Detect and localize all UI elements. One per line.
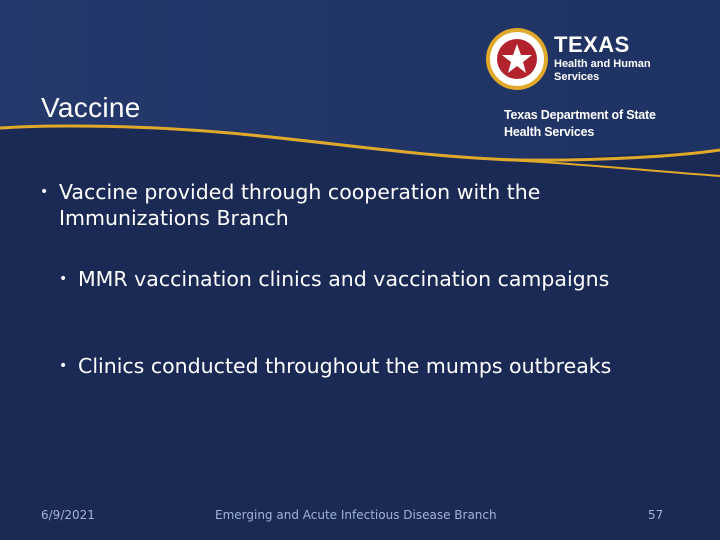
hhs-logo-line2: Services xyxy=(554,71,600,83)
dshs-logo-line1: Texas Department of State xyxy=(504,108,656,122)
texas-star-seal-icon xyxy=(484,26,550,92)
hhs-logo-title: TEXAS xyxy=(554,32,630,57)
bullet-item xyxy=(40,179,659,231)
sub-bullet-item xyxy=(59,353,638,379)
bullet-text: MMR vaccination clinics and vaccination campaigns xyxy=(78,267,610,291)
footer-page-number: 57 xyxy=(648,508,664,522)
footer-date: 6/9/2021 xyxy=(41,508,95,522)
slide-title: Vaccine xyxy=(41,92,141,123)
hhs-logo-line1: Health and Human xyxy=(554,58,651,70)
bullet-text: Clinics conducted throughout the mumps outbreaks xyxy=(78,354,612,378)
bullet-text: Vaccine provided through cooperation with the Immunizations Branch xyxy=(59,180,541,230)
footer-branch: Emerging and Acute Infectious Disease Branch xyxy=(215,508,497,522)
sub-bullet-item xyxy=(59,266,638,292)
bullet-marker: • xyxy=(40,184,49,200)
bullet-marker: • xyxy=(59,271,68,287)
dshs-logo-line2: Health Services xyxy=(504,125,595,139)
agency-logo xyxy=(484,22,684,152)
bullet-marker: • xyxy=(59,358,68,374)
